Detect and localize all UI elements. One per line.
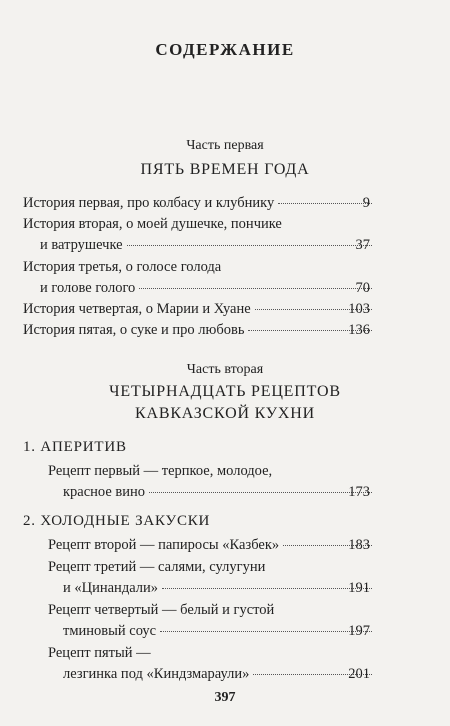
entry-text: История пятая, о суке и про любовь: [23, 322, 245, 338]
entry-page: 103: [348, 301, 370, 317]
toc-entry[interactable]: [23, 301, 376, 318]
entry-page: 9: [362, 195, 370, 211]
part1-label: Часть первая: [186, 138, 264, 153]
entry-page: 183: [348, 537, 370, 553]
entry-page: 191: [348, 580, 370, 596]
page-title: СОДЕРЖАНИЕ: [155, 40, 295, 59]
entry-text-line2: и «Цинандали»: [63, 580, 159, 596]
entry-text-line1: История третья, о голосе голода: [23, 259, 222, 275]
entry-text: История четвертая, о Марии и Хуане: [23, 301, 251, 317]
part2-label: Часть вторая: [186, 362, 264, 377]
toc-entry[interactable]: [23, 195, 376, 212]
toc-entry[interactable]: [40, 237, 376, 254]
entry-page: 201: [348, 666, 370, 682]
part2-title-line2: КАВКАЗСКОЙ КУХНИ: [135, 405, 315, 422]
entry-text-line2: тминовый соус: [63, 623, 157, 639]
entry-text: Рецепт второй — папиросы «Казбек»: [48, 537, 280, 553]
entry-text-line1: Рецепт первый — терпкое, молодое,: [48, 463, 273, 479]
entry-page: 197: [348, 623, 370, 639]
entry-page: 136: [348, 322, 370, 338]
entry-text-line2: и ватрушечке: [40, 237, 123, 253]
part1-title: ПЯТЬ ВРЕМЕН ГОДА: [140, 161, 310, 178]
entry-text-line2: красное вино: [63, 484, 146, 500]
page-number: 397: [214, 690, 236, 705]
entry-page: 173: [348, 484, 370, 500]
part2-title-line1: ЧЕТЫРНАДЦАТЬ РЕЦЕПТОВ: [109, 383, 341, 400]
toc-entry[interactable]: [40, 280, 376, 297]
entry-page: 37: [355, 237, 370, 253]
entry-text-line1: Рецепт третий — салями, сулугуни: [48, 559, 266, 575]
entry-text-line2: лезгинка под «Киндзмараули»: [63, 666, 250, 682]
entry-text-line1: История вторая, о моей душечке, пончике: [23, 216, 282, 232]
entry-text-line1: Рецепт пятый —: [48, 645, 151, 661]
toc-entry[interactable]: [23, 322, 376, 339]
section-heading: 1. АПЕРИТИВ: [23, 439, 127, 455]
entry-text-line1: Рецепт четвертый — белый и густой: [48, 602, 275, 618]
toc-entry[interactable]: [48, 537, 376, 554]
entry-page: 70: [355, 280, 370, 296]
section-heading: 2. ХОЛОДНЫЕ ЗАКУСКИ: [23, 513, 211, 529]
entry-text-line2: и голове голого: [40, 280, 136, 296]
entry-text: История первая, про колбасу и клубнику: [23, 195, 275, 211]
